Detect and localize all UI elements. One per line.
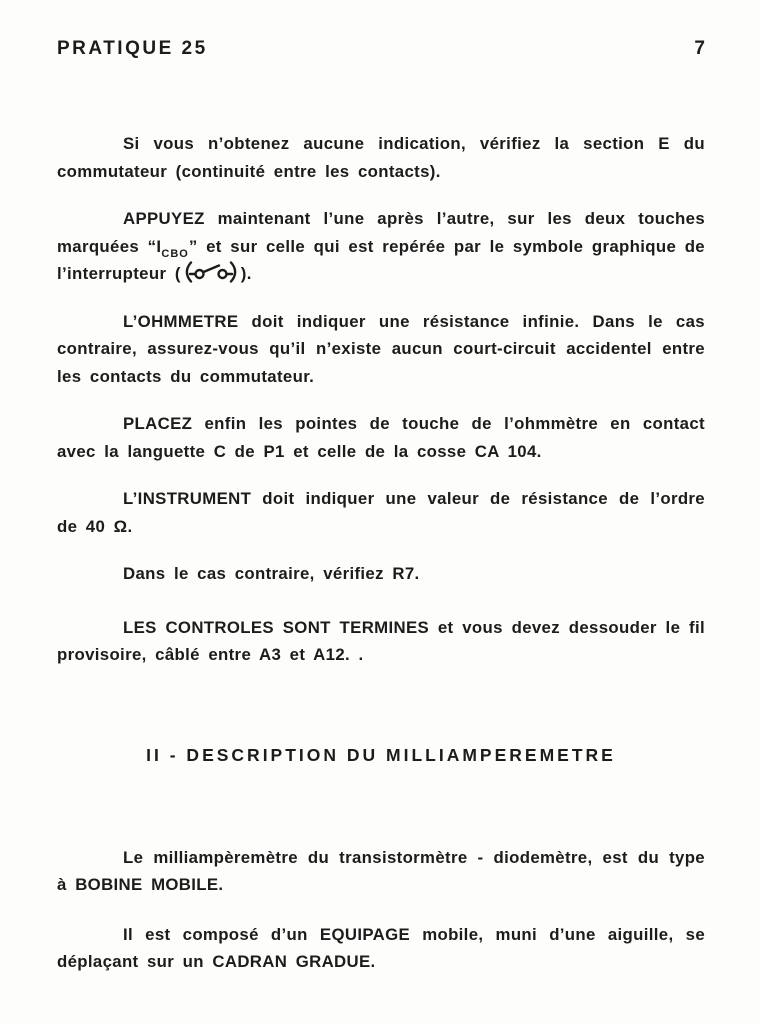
paragraph-controles-termines <box>57 614 705 669</box>
paragraph-milliamperemetre <box>57 844 705 899</box>
paragraph-text: Le milliampèremètre du transistormètre - diodemètre, est du type à BOBINE MOBILE. <box>57 847 705 894</box>
paragraph-ohmmetre <box>57 308 705 391</box>
section-heading: II - DESCRIPTION DU MILLIAMPEREMETRE <box>146 744 616 765</box>
paragraph-verifiez-r7 <box>57 560 705 588</box>
paragraph-text: Dans le cas contraire, vérifiez R7. <box>123 564 420 583</box>
paragraph-appuyez <box>57 205 705 288</box>
switch-symbol-icon <box>182 261 240 283</box>
paragraph-check-section-e <box>57 130 705 185</box>
paragraph-text: L’INSTRUMENT doit indiquer une valeur de résistance de l’ordre de 40 Ω. <box>57 489 705 536</box>
paragraph-text: PLACEZ enfin les pointes de touche de l’ohmmètre en contact avec la languette C de P1 et celle de la cosse CA 104. <box>57 414 705 461</box>
page-number: 7 <box>694 38 705 59</box>
paragraph-text: LES CONTROLES SONT TERMINES et vous devez dessouder le fil provisoire, câblé entre A3 et A12. . <box>57 617 705 664</box>
document-title: PRATIQUE 25 <box>57 38 208 59</box>
paragraph-text: APPUYEZ maintenant l’une après l’autre, sur les deux touches marquées “I <box>57 209 705 256</box>
paragraph-text: Il est composé d’un EQUIPAGE mobile, muni d’une aiguille, se déplaçant sur un CADRAN GRADUE. <box>57 924 705 971</box>
page-header <box>57 38 705 60</box>
paragraph-text: ” et sur celle qui est repérée par le symbole graphique de l’interrupteur ( <box>57 236 705 283</box>
paragraph-text: L’OHMMETRE doit indiquer une résistance infinie. Dans le cas contraire, assurez-vous qu’il n’existe aucun court-circuit accidentel entre les contacts du commutateur. <box>57 311 705 386</box>
paragraph-text: Si vous n’obtenez aucune indication, vérifiez la section E du commutateur (continuité entre les contacts). <box>57 134 705 181</box>
paragraph-placez <box>57 410 705 465</box>
paragraph-text: ). <box>240 264 252 283</box>
icbo-subscript: CBO <box>161 247 189 260</box>
paragraph-equipage <box>57 921 705 976</box>
paragraph-instrument <box>57 485 705 540</box>
